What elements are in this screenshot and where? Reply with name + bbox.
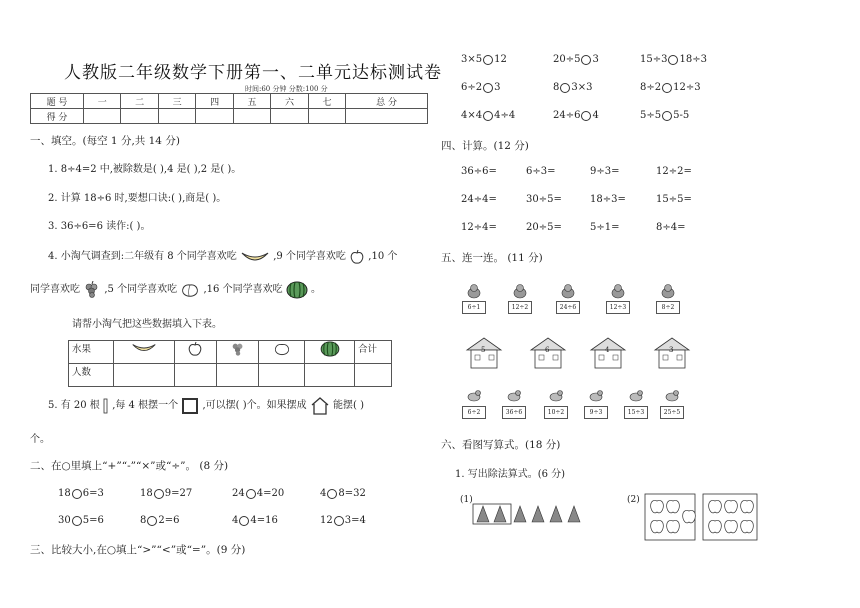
- q4-text-c: ,10 个: [368, 251, 398, 262]
- watermelon-icon: [286, 281, 308, 299]
- answer-circle[interactable]: [581, 55, 591, 65]
- cone-icon: [494, 506, 506, 522]
- section1-q3: 3. 36÷6=6 读作:( )。: [48, 221, 151, 232]
- owl-icon: [466, 284, 482, 299]
- col-total: 总 分: [346, 94, 428, 109]
- q5-text-b: ,每 4 根摆一个: [112, 400, 179, 411]
- section6-heading: 六、看图写算式。(18 分): [441, 439, 561, 451]
- compare-right: 4÷4: [494, 110, 516, 121]
- division-card[interactable]: 36÷6: [502, 406, 526, 419]
- grapes-icon: [230, 341, 246, 357]
- division-card[interactable]: 8÷2: [656, 301, 680, 314]
- score-cell[interactable]: [308, 109, 345, 124]
- peach-icon: [180, 282, 200, 298]
- division-card[interactable]: 12÷3: [606, 301, 630, 314]
- operand-right: 9=27: [164, 488, 193, 499]
- bird-icon: [466, 388, 482, 403]
- operator-item: [320, 515, 366, 526]
- answer-circle[interactable]: [239, 516, 249, 526]
- count-cell[interactable]: [305, 364, 355, 387]
- division-card[interactable]: 24÷6: [556, 301, 580, 314]
- division-card[interactable]: 10÷2: [544, 406, 568, 419]
- answer-circle[interactable]: [483, 55, 493, 65]
- compare-item: [640, 54, 707, 65]
- section2-heading: 二、在○里填上“+”“-”“×”或“÷”。 (8 分): [30, 460, 229, 472]
- calc-item: 6÷3=: [526, 166, 556, 177]
- answer-circle[interactable]: [483, 83, 493, 93]
- col-3: 三: [158, 94, 195, 109]
- operand-right: 8=32: [338, 488, 366, 499]
- answer-circle[interactable]: [72, 489, 82, 499]
- compare-right: 12÷3: [673, 82, 701, 93]
- cone-icon: [568, 506, 580, 522]
- compare-left: 6÷2: [461, 82, 483, 93]
- calc-item: 15÷5=: [656, 194, 692, 205]
- dragonfly-icon: [628, 388, 644, 403]
- apple-icon: [741, 500, 754, 512]
- q4-text-f: ,16 个同学喜欢吃: [203, 284, 283, 295]
- operand-left: 18: [140, 488, 153, 499]
- col-1: 一: [84, 94, 121, 109]
- house-shape-icon: [310, 397, 330, 415]
- cow-icon: [506, 388, 522, 403]
- section4-heading: 四、计算。(12 分): [441, 140, 529, 152]
- cone-icon: [514, 506, 526, 522]
- col-2: 二: [121, 94, 158, 109]
- operand-right: 2=6: [158, 515, 180, 526]
- operand-left: 8: [140, 515, 147, 526]
- section5-heading: 五、连一连。 (11 分): [441, 252, 543, 264]
- fruit-table-row-fruits: [69, 341, 392, 364]
- figure1-cones: [468, 500, 588, 526]
- compare-right: 3: [592, 54, 599, 65]
- section1-q5: [48, 396, 364, 415]
- peach-icon: [273, 341, 291, 357]
- fruit-table-row-count: [69, 364, 392, 387]
- q4-text-g: 。: [310, 284, 321, 295]
- division-card[interactable]: 15÷3: [624, 406, 648, 419]
- square-shape-icon: [181, 397, 199, 415]
- answer-circle[interactable]: [334, 516, 344, 526]
- grapes-icon: [83, 281, 101, 299]
- answer-circle[interactable]: [662, 83, 672, 93]
- answer-circle[interactable]: [581, 111, 591, 121]
- score-cell[interactable]: [84, 109, 121, 124]
- apple-icon: [683, 510, 696, 522]
- compare-right: 12: [494, 54, 507, 65]
- compare-right: 18÷3: [679, 54, 707, 65]
- apple-icon: [651, 500, 664, 512]
- section1-q5-tail: 个。: [30, 434, 50, 445]
- house-number: 5: [481, 346, 486, 354]
- division-card[interactable]: 25÷5: [660, 406, 684, 419]
- operand-left: 4: [320, 488, 327, 499]
- compare-item: [461, 82, 500, 93]
- answer-circle[interactable]: [246, 489, 256, 499]
- compare-left: 20÷5: [553, 54, 581, 65]
- q5-text-d: 能摆( ): [333, 400, 364, 411]
- stick-icon: [103, 398, 109, 414]
- house-number: 4: [605, 346, 610, 354]
- answer-circle[interactable]: [154, 489, 164, 499]
- score-cell[interactable]: [233, 109, 270, 124]
- apple-icon: [725, 520, 738, 532]
- elephant-icon: [660, 284, 676, 299]
- figure2-apples: [643, 492, 761, 542]
- watermelon-icon: [320, 341, 340, 357]
- division-card[interactable]: 9÷3: [584, 406, 608, 419]
- q4-text-e: ,5 个同学喜欢吃: [104, 284, 178, 295]
- banana-icon: [131, 341, 157, 355]
- apple-icon: [187, 341, 203, 357]
- operand-right: 4=16: [250, 515, 278, 526]
- count-cell[interactable]: [217, 364, 259, 387]
- apple-icon: [667, 500, 680, 512]
- compare-item: [553, 82, 592, 93]
- compare-item: [640, 82, 701, 93]
- col-6: 六: [271, 94, 308, 109]
- operand-right: 5=6: [82, 515, 104, 526]
- operand-right: 3=4: [344, 515, 366, 526]
- swan-icon: [588, 388, 604, 403]
- answer-circle[interactable]: [668, 55, 678, 65]
- section1-q4-line2: [30, 280, 321, 299]
- section1-q1: 1. 8÷4=2 中,被除数是( ),4 是( ),2 是( )。: [48, 164, 242, 175]
- row-label-score: 得 分: [31, 109, 84, 124]
- compare-right: 3: [494, 82, 501, 93]
- q4-text-b: ,9 个同学喜欢吃: [273, 251, 346, 262]
- section1-heading: 一、填空。(每空 1 分,共 14 分): [30, 135, 180, 147]
- col-4: 四: [196, 94, 233, 109]
- division-card[interactable]: 12÷2: [508, 301, 532, 314]
- compare-left: 24÷6: [553, 110, 581, 121]
- score-cell[interactable]: [271, 109, 308, 124]
- section1-q2: 2. 计算 18÷6 时,要想口诀:( ),商是( )。: [48, 193, 227, 204]
- q5-text-c: ,可以摆( )个。如果摆成: [202, 400, 307, 411]
- banana-icon: [240, 249, 270, 265]
- cone-icon: [477, 506, 489, 522]
- calc-item: 12÷4=: [461, 222, 497, 233]
- squirrel-icon: [560, 284, 576, 299]
- operator-item: [320, 488, 366, 499]
- cone-icon: [550, 506, 562, 522]
- answer-circle[interactable]: [483, 111, 493, 121]
- cone-icon: [532, 506, 544, 522]
- calc-item: 20÷5=: [526, 222, 562, 233]
- apple-icon: [349, 249, 365, 265]
- section6-sub1: 1. 写出除法算式。(6 分): [455, 469, 566, 480]
- compare-left: 15÷3: [640, 54, 668, 65]
- col-7: 七: [308, 94, 345, 109]
- apple-icon: [651, 520, 664, 532]
- score-table-score-row: [31, 109, 428, 124]
- operator-item: [140, 515, 179, 526]
- score-table: [30, 93, 428, 124]
- compare-left: 4×4: [461, 110, 483, 121]
- count-label: 人数: [69, 364, 114, 387]
- compare-right: 5-5: [673, 110, 690, 121]
- q5-text-a: 5. 有 20 根: [48, 400, 100, 411]
- operand-right: 6=3: [82, 488, 104, 499]
- compare-left: 8: [553, 82, 560, 93]
- score-cell[interactable]: [196, 109, 233, 124]
- compare-item: [640, 110, 689, 121]
- apple-icon: [667, 520, 680, 532]
- fish-icon: [664, 388, 680, 403]
- figure2-label: (2): [627, 495, 640, 505]
- total-label: 合计: [355, 341, 392, 364]
- operand-left: 24: [232, 488, 245, 499]
- operator-item: [232, 515, 278, 526]
- q4-text-a: 4. 小淘气调查到:二年级有 8 个同学喜欢吃: [48, 251, 237, 262]
- compare-item: [461, 54, 507, 65]
- calc-item: 12÷2=: [656, 166, 692, 177]
- house-number: 6: [545, 346, 550, 354]
- operand-left: 4: [232, 515, 239, 526]
- calc-item: 8÷4=: [656, 222, 686, 233]
- answer-circle[interactable]: [560, 83, 570, 93]
- score-cell[interactable]: [158, 109, 195, 124]
- operator-item: [58, 515, 104, 526]
- section3-heading: 三、比较大小,在○填上“>”“<”或“=”。(9 分): [30, 544, 246, 556]
- apple-icon: [741, 520, 754, 532]
- apple-icon: [709, 520, 722, 532]
- score-cell[interactable]: [346, 109, 428, 124]
- matching-panel: [456, 282, 692, 422]
- operand-left: 12: [320, 515, 333, 526]
- operand-left: 18: [58, 488, 71, 499]
- calc-item: 18÷3=: [590, 194, 626, 205]
- calc-item: 9÷3=: [590, 166, 620, 177]
- section1-q4-line1: [48, 247, 397, 265]
- fruit-table: [68, 340, 392, 387]
- apple-icon: [725, 500, 738, 512]
- answer-circle[interactable]: [662, 111, 672, 121]
- answer-circle[interactable]: [327, 489, 337, 499]
- compare-right: 4: [592, 110, 599, 121]
- section1-q4-line3: 请帮小淘气把这些数据填入下表。: [72, 319, 222, 330]
- duck-icon: [548, 388, 564, 403]
- figure1-label: (1): [460, 495, 473, 505]
- fruit-label: 水果: [69, 341, 114, 364]
- compare-right: 3×3: [571, 82, 593, 93]
- operand-right: 4=20: [256, 488, 285, 499]
- operator-item: [58, 488, 104, 499]
- operator-item: [232, 488, 284, 499]
- compare-left: 3×5: [461, 54, 483, 65]
- row-label-question-no: 题 号: [31, 94, 84, 109]
- score-table-header-row: [31, 94, 428, 109]
- count-cell[interactable]: [174, 364, 216, 387]
- compare-left: 8÷2: [640, 82, 662, 93]
- answer-circle[interactable]: [147, 516, 157, 526]
- page-title: 人教版二年级数学下册第一、二单元达标测试卷: [64, 63, 442, 83]
- score-cell[interactable]: [121, 109, 158, 124]
- apple-icon: [709, 500, 722, 512]
- calc-item: 5÷1=: [590, 222, 620, 233]
- compare-left: 5÷5: [640, 110, 662, 121]
- col-5: 五: [233, 94, 270, 109]
- answer-circle[interactable]: [72, 516, 82, 526]
- bear-icon: [512, 284, 528, 299]
- division-card[interactable]: 6÷1: [462, 301, 486, 314]
- count-cell[interactable]: [114, 364, 175, 387]
- operator-item: [140, 488, 192, 499]
- count-cell[interactable]: [355, 364, 392, 387]
- calc-item: 36÷6=: [461, 166, 497, 177]
- compare-item: [553, 54, 599, 65]
- calc-item: 24÷4=: [461, 194, 497, 205]
- house-number: 3: [669, 346, 674, 354]
- compare-item: [553, 110, 599, 121]
- operand-left: 30: [58, 515, 71, 526]
- q4-text-d: 同学喜欢吃: [30, 284, 80, 295]
- division-card[interactable]: 6÷2: [462, 406, 486, 419]
- rabbit-icon: [610, 284, 626, 299]
- exam-meta: 时间:60 分钟 分数:100 分: [245, 85, 328, 93]
- calc-item: 30÷5=: [526, 194, 562, 205]
- count-cell[interactable]: [259, 364, 305, 387]
- compare-item: [461, 110, 515, 121]
